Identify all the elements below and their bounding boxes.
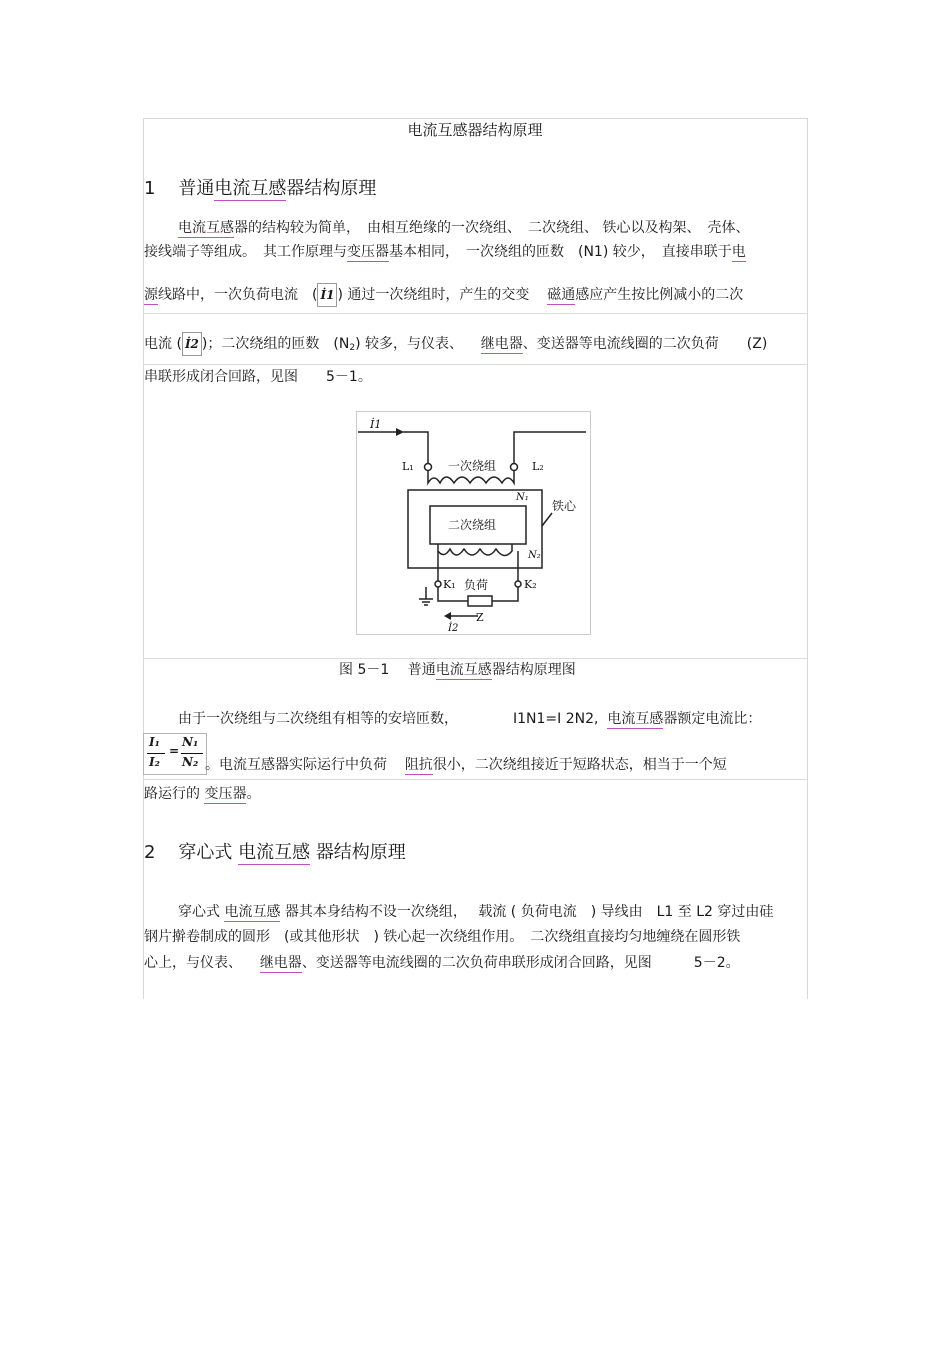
line-text: 器其本身结构不设一次绕组， 载流 ( 负荷电流 ) 导线由 L1 至 L2 穿过由硅 <box>284 904 774 920</box>
caption-text: 器结构原理图 <box>491 662 576 678</box>
term-link[interactable]: 变压器 <box>347 244 389 260</box>
term-link[interactable]: 电流互感 <box>435 662 492 678</box>
label-i1: İ1 <box>370 418 382 431</box>
line-text: )；二次绕组的匝数 (N <box>201 336 350 352</box>
frac-equals: = <box>169 744 180 758</box>
line-text: 心上，与仪表、 <box>144 955 242 971</box>
term-link[interactable]: 电流互感 <box>224 904 281 920</box>
divider <box>143 658 807 659</box>
term-link[interactable]: 电流互感 <box>178 220 234 236</box>
paragraph-line <box>144 243 746 261</box>
line-text: ) 较多，与仪表、 <box>355 336 463 352</box>
line-text: 接线端子等组成。 其工作原理与 <box>144 244 347 260</box>
frac-I2: I₂ <box>149 755 160 769</box>
line-text: 穿心式 <box>178 904 220 920</box>
figure-caption <box>339 661 576 679</box>
caption-text: 图 5－1 普通 <box>339 662 436 678</box>
divider <box>143 313 807 314</box>
transformer-diagram <box>356 411 591 635</box>
label-load: 负荷 <box>464 578 489 592</box>
label-secondary-winding: 二次绕组 <box>448 518 497 532</box>
line-text: 感应产生按比例减小的二次 <box>575 287 744 303</box>
label-primary-winding: 一次绕组 <box>448 459 497 473</box>
line-text: 、变送器等电流线圈的二次负荷串联形成闭合回路，见图 5－2。 <box>301 955 740 971</box>
line-text: 很小，二次绕组接近于短路状态，相当于一个短 <box>432 757 727 773</box>
line-text: 。电流互感器实际运行中负荷 <box>205 757 387 773</box>
term-link[interactable]: 电 <box>731 244 746 260</box>
heading-text: 普通 <box>178 178 215 199</box>
paragraph-line <box>178 710 458 728</box>
line-text: 电流 ( <box>144 336 182 352</box>
line-text: 、变送器等电流线圈的二次负荷 (Z) <box>522 336 768 352</box>
paragraph-line: 钢片擀卷制成的圆形 (或其他形状 ) 铁心起一次绕组作用。 二次绕组直接均匀地缠绕在圆形铁 <box>144 929 741 945</box>
current-i1-symbol: İ1 <box>317 283 337 307</box>
paragraph-line: 串联形成闭合回路，见图 5－1。 <box>144 369 372 385</box>
label-L1: L₁ <box>402 460 414 473</box>
current-i2-symbol: İ2 <box>182 332 202 356</box>
label-Z: Z <box>476 611 484 624</box>
document-title: 电流互感器结构原理 <box>407 121 543 139</box>
divider <box>143 779 807 780</box>
heading-text: 穿心式 <box>178 842 233 863</box>
term-link[interactable]: 继电器 <box>480 336 523 352</box>
heading-text: 器结构原理 <box>315 842 406 863</box>
paragraph-line <box>205 756 727 774</box>
label-N2: N₂ <box>528 550 541 561</box>
frac-N2: N₂ <box>182 755 199 769</box>
paragraph-line <box>144 954 740 972</box>
heading-number: 2 <box>144 842 156 863</box>
term-link[interactable]: 磁通 <box>547 287 576 303</box>
heading-number: 1 <box>144 178 156 199</box>
frac-N1: N₁ <box>182 735 199 749</box>
paragraph-line <box>144 283 743 307</box>
line-text: ) 通过一次绕组时，产生的交变 <box>337 287 530 303</box>
line-text: 线路中，一次负荷电流 ( <box>158 287 318 303</box>
label-N1: N₁ <box>516 492 529 503</box>
line-text: 器额定电流比： <box>663 711 762 727</box>
current-ratio-formula <box>143 733 207 775</box>
paragraph-line <box>144 332 767 357</box>
label-i2: İ2 <box>448 623 459 634</box>
paragraph-line <box>178 903 773 921</box>
line-text: 基本相同， 一次绕组的匝数 (N1) 较少， 直接串联于 <box>389 244 732 260</box>
formula-text: I1N1=I 2N2, <box>513 711 599 727</box>
heading-link[interactable]: 电流互感 <box>238 842 311 863</box>
term-link[interactable]: 阻抗 <box>404 757 433 773</box>
label-core: 铁心 <box>552 499 577 513</box>
section-heading-1 <box>144 178 376 200</box>
divider <box>143 364 807 365</box>
fraction-bar <box>181 753 203 754</box>
heading-link[interactable]: 电流互感 <box>214 178 287 199</box>
term-link[interactable]: 变压器 <box>204 786 247 802</box>
fraction-bar <box>147 753 165 754</box>
line-text: 器的结构较为简单， 由相互绝缘的一次绕组、 二次绕组、 铁心以及构架、 壳体、 <box>234 220 750 236</box>
term-link[interactable]: 继电器 <box>259 955 302 971</box>
label-L2: L₂ <box>532 460 544 473</box>
paragraph-line <box>178 219 749 237</box>
heading-text: 器结构原理 <box>286 178 377 199</box>
term-link[interactable]: 电流互感 <box>607 711 664 727</box>
section-heading-2 <box>144 842 406 864</box>
subscript: 2 <box>349 343 356 353</box>
label-K1: K₁ <box>443 578 456 591</box>
frac-I1: I₁ <box>149 735 160 749</box>
paragraph-line <box>144 785 260 803</box>
label-K2: K₂ <box>524 578 537 591</box>
line-text: 由于一次绕组与二次绕组有相等的安培匝数， <box>178 711 458 727</box>
line-text: 。 <box>246 786 261 802</box>
paragraph-line <box>513 710 761 728</box>
term-link[interactable]: 源 <box>144 287 158 303</box>
line-text: 路运行的 <box>144 786 200 802</box>
